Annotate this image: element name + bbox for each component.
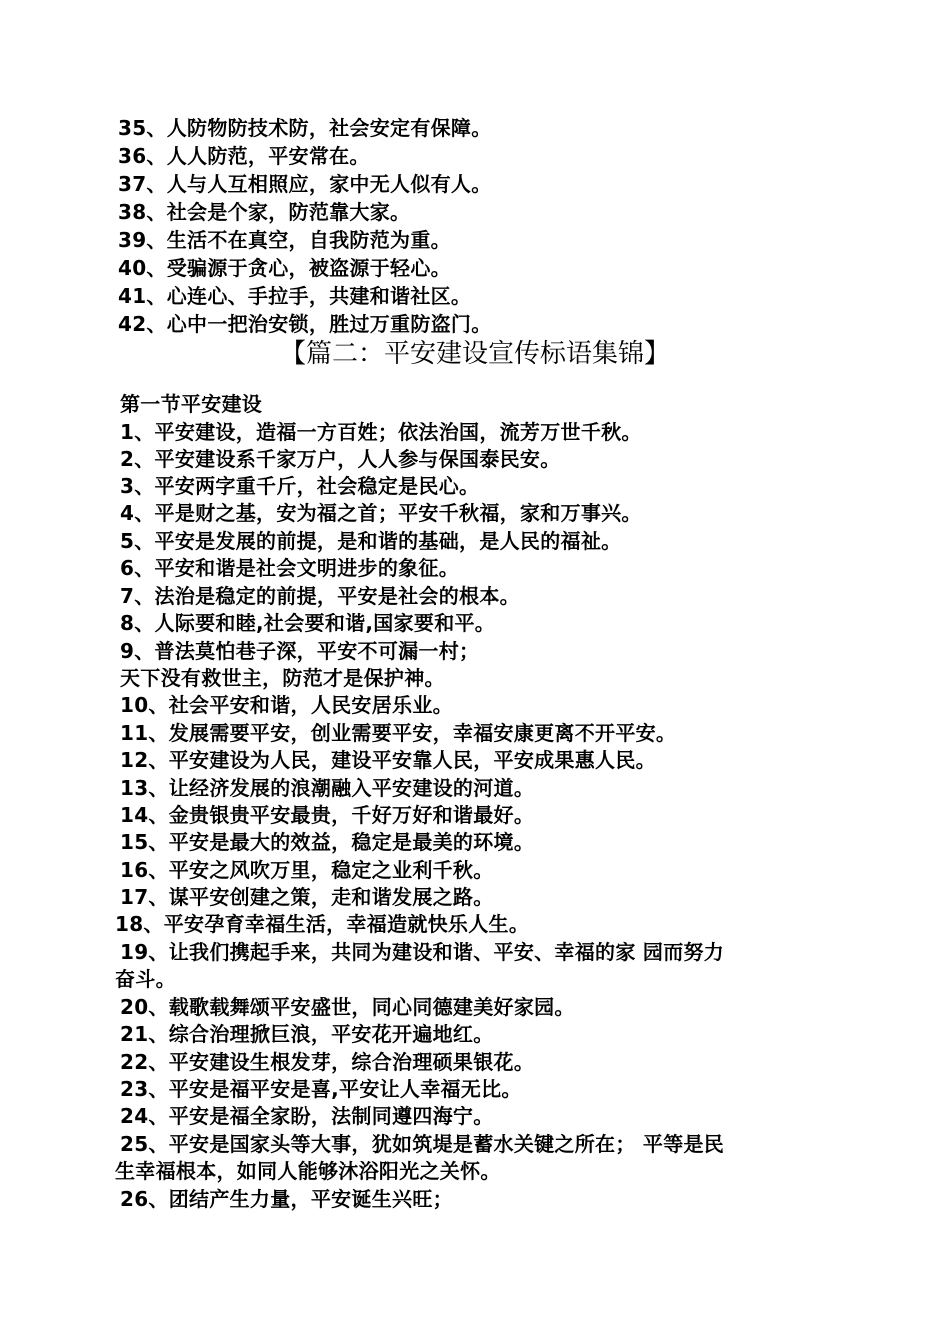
list-item: 9、普法莫怕巷子深，平安不可漏一村；	[120, 639, 480, 663]
list-item: 18、平安孕育幸福生活，幸福造就快乐人生。	[115, 912, 530, 936]
list-item: 20、载歌载舞颂平安盛世，同心同德建美好家园。	[120, 995, 575, 1019]
list-item-continuation: 生幸福根本，如同人能够沐浴阳光之关怀。	[115, 1159, 501, 1183]
list-item: 40、受骗源于贪心，被盗源于轻心。	[118, 256, 451, 280]
list-item: 21、综合治理掀巨浪，平安花开遍地红。	[120, 1022, 494, 1046]
list-item: 10、社会平安和谐，人民安居乐业。	[120, 693, 453, 717]
list-item: 15、平安是最大的效益，稳定是最美的环境。	[120, 830, 535, 854]
list-item: 23、平安是福平安是喜,平安让人幸福无比。	[120, 1077, 522, 1101]
list-item: 14、金贵银贵平安最贵，千好万好和谐最好。	[120, 803, 535, 827]
list-item: 41、心连心、手拉手，共建和谐社区。	[118, 284, 472, 308]
list-item: 4、平是财之基，安为福之首；平安千秋福，家和万事兴。	[120, 501, 642, 525]
list-item: 39、生活不在真空，自我防范为重。	[118, 228, 451, 252]
list-item-continuation: 奋斗。	[115, 967, 176, 991]
list-item: 3、平安两字重千斤，社会稳定是民心。	[120, 474, 480, 498]
list-item-continuation: 天下没有救世主，防范才是保护神。	[120, 666, 445, 690]
list-item: 37、人与人互相照应，家中无人似有人。	[118, 172, 492, 196]
list-item: 22、平安建设生根发芽，综合治理硕果银花。	[120, 1050, 535, 1074]
list-item: 35、人防物防技术防，社会安定有保障。	[118, 116, 492, 140]
list-item: 24、平安是福全家盼，法制同遵四海宁。	[120, 1104, 494, 1128]
list-item: 11、发展需要平安，创业需要平安，幸福安康更离不开平安。	[120, 721, 677, 745]
list-item: 19、让我们携起手来，共同为建设和谐、平安、幸福的家 园而努力	[120, 940, 725, 964]
list-item: 12、平安建设为人民，建设平安靠人民，平安成果惠人民。	[120, 748, 656, 772]
list-item: 2、平安建设系千家万户，人人参与保国泰民安。	[120, 447, 561, 471]
list-item: 17、谋平安创建之策，走和谐发展之路。	[120, 885, 494, 909]
list-item: 7、法治是稳定的前提，平安是社会的根本。	[120, 584, 520, 608]
list-item: 8、人际要和睦,社会要和谐,国家要和平。	[120, 611, 496, 635]
list-item: 16、平安之风吹万里，稳定之业利千秋。	[120, 858, 494, 882]
list-item: 42、心中一把治安锁，胜过万重防盗门。	[118, 312, 492, 336]
list-item: 1、平安建设，造福一方百姓；依法治国，流芳万世千秋。	[120, 420, 642, 444]
list-item: 13、让经济发展的浪潮融入平安建设的河道。	[120, 776, 535, 800]
list-item: 6、平安和谐是社会文明进步的象征。	[120, 556, 460, 580]
list-item: 26、团结产生力量，平安诞生兴旺；	[120, 1187, 453, 1211]
list-item: 36、人人防范，平安常在。	[118, 144, 370, 168]
section-title: 【篇二：平安建设宣传标语集锦】	[279, 339, 670, 369]
list-item: 5、平安是发展的前提，是和谐的基础，是人民的福祉。	[120, 529, 622, 553]
list-item: 25、平安是国家头等大事，犹如筑堤是蓄水关键之所在； 平等是民	[120, 1132, 725, 1156]
subsection-title: 第一节平安建设	[120, 392, 263, 416]
list-item: 38、社会是个家，防范靠大家。	[118, 200, 411, 224]
